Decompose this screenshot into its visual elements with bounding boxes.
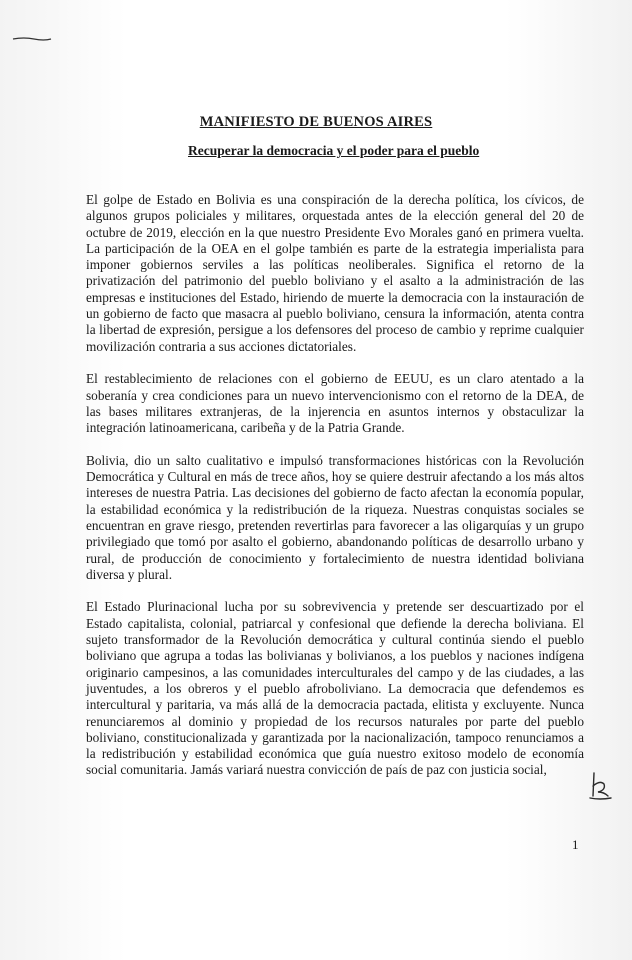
document-title: MANIFIESTO DE BUENOS AIRES (199, 114, 433, 130)
paragraph: Bolivia, dio un salto cualitativo e impulsó transformaciones históricas con la Revolución Democrática y Cultural en más de trece años, hoy se quiere destruir afectando a los más altos intereses de nuestra Patria. Las decisiones del gobierno de facto afectan la economía popular, la estabilidad económica y la redistribución de la riqueza. Nuestras conquistas sociales se encuentran en grave riesgo, pretenden revertirlas para favorecer a las oligarquías y un grupo privilegiado que tomó por asalto el gobierno, abandonando políticas de desarrollo urbano y rural, de producción de conocimiento y fortalecimiento de nuestra identidad boliviana diversa y plural. (86, 452, 584, 582)
handwritten-initial-icon (586, 770, 614, 804)
document-body (86, 192, 584, 779)
paragraph: El golpe de Estado en Bolivia es una conspiración de la derecha política, los cívicos, de algunos grupos policiales y militares, orquestada antes de la elección general del 20 de octubre de 2019, elección en la que nuestro Presidente Evo Morales ganó en primera vuelta. La participación de la OEA en el golpe también es parte de la estrategia imperialista para imponer gobiernos serviles a las políticas neoliberales. Significa el retorno de la privatización del patrimonio del pueblo boliviano y el asalto a la administración de las empresas e instituciones del Estado, hiriendo de muerte la democracia con la instauración de un gobierno de facto que masacra al pueblo boliviano, censura la información, atenta contra la libertad de expresión, persigue a los defensores del proceso de cambio y reprime cualquier movilización contraria a sus acciones dictatoriales. (86, 192, 584, 354)
paragraph: El restablecimiento de relaciones con el gobierno de EEUU, es un claro atentado a la soberanía y crea condiciones para un nuevo intervencionismo con el retorno de la DEA, de las bases militares extranjeras, de la injerencia en asuntos internos y obstaculizar la integración latinoamericana, caribeña y de la Patria Grande. (86, 371, 584, 436)
paragraph: El Estado Plurinacional lucha por su sobrevivencia y pretende ser descuartizado por el Estado capitalista, colonial, patriarcal y confesional que defiende la derecha boliviana. El sujeto transformador de la Revolución democrática y cultural continúa siendo el pueblo boliviano que agrupa a todas las bolivianas y bolivianos, a los pueblos y naciones indígena originario campesinos, a las comunidades interculturales del campo y de las ciudades, a las juventudes, a los obreros y el pueblo afroboliviano. La democracia que defendemos es intercultural y paritaria, va más allá de la democracia pactada, elitista y excluyente. Nunca renunciaremos al dominio y propiedad de los recursos naturales por parte del pueblo boliviano, constitucionalizada y garantizada por la nacionalización, tampoco renunciamos a la redistribución y estabilidad económica que guía nuestro exitoso modelo de economía social comunitaria. Jamás variará nuestra convicción de país de paz con justicia social, (86, 599, 584, 778)
page-number: 1 (572, 837, 579, 852)
document-subtitle: Recuperar la democracia y el poder para el pueblo (188, 143, 480, 158)
pen-mark-icon (12, 36, 52, 42)
